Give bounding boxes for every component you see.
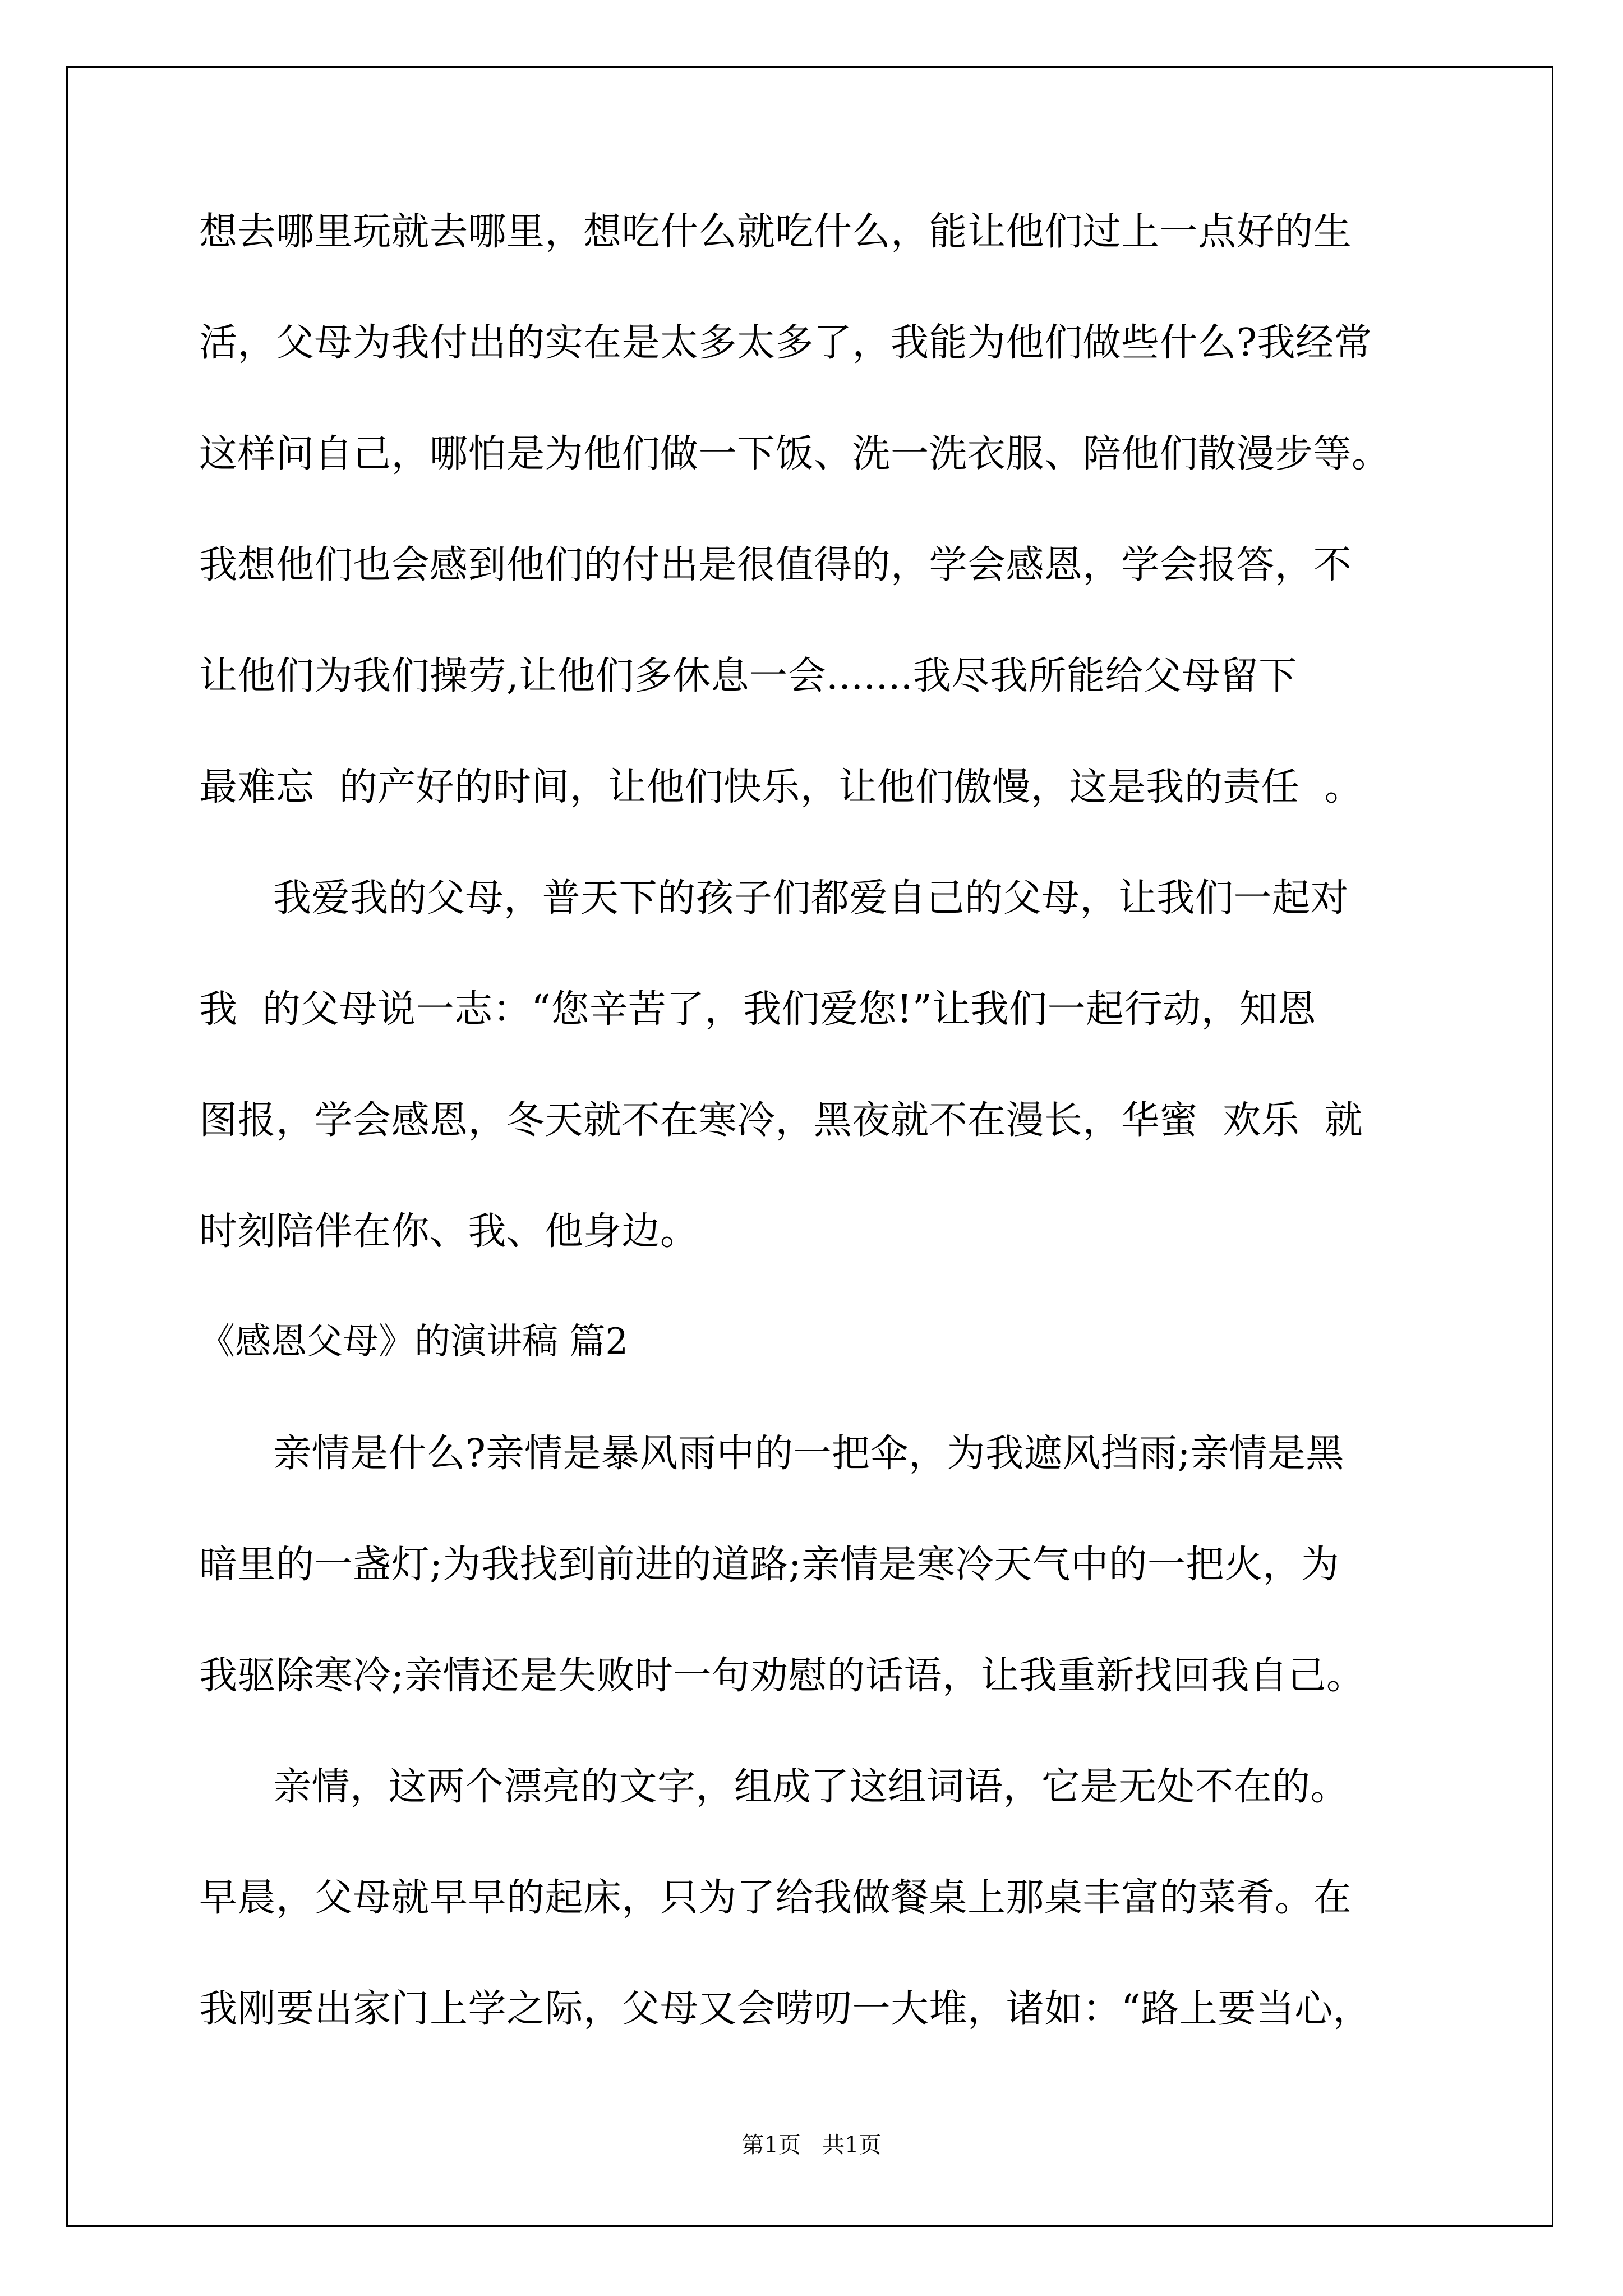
text-line: 早晨，父母就早早的起床，只为了给我做餐桌上那桌丰富的菜肴。在 xyxy=(199,1876,1352,1920)
text-line: 亲情是什么?亲情是暴风雨中的一把伞，为我遮风挡雨;亲情是黑 xyxy=(273,1432,1344,1476)
document-body xyxy=(199,210,1455,2101)
text-line: 最难忘 的产好的时间，让他们快乐，让他们傲慢，这是我的责任 。 xyxy=(199,765,1363,809)
text-line: 时刻陪伴在你、我、他身边。 xyxy=(199,1209,699,1254)
text-line: 想去哪里玩就去哪里，想吃什么就吃什么，能让他们过上一点好的生 xyxy=(199,210,1352,254)
page-number: 第1页 共1页 xyxy=(741,2132,882,2158)
text-line: 活，父母为我付出的实在是太多太多了，我能为他们做些什么?我经常 xyxy=(199,321,1372,365)
text-line: 图报，学会感恩，冬天就不在寒冷，黑夜就不在漫长，华蜜 欢乐 就 xyxy=(199,1098,1363,1143)
text-line: 我刚要出家门上学之际，父母又会唠叨一大堆，诸如：“路上要当心， xyxy=(199,1987,1372,2031)
section-heading: 《感恩父母》的演讲稿 篇2 xyxy=(199,1321,629,1363)
text-line: 这样问自己，哪怕是为他们做一下饭、洗一洗衣服、陪他们散漫步等。 xyxy=(199,432,1390,476)
text-line: 我 的父母说一志：“您辛苦了，我们爱您!”让我们一起行动，知恩 xyxy=(199,987,1317,1032)
text-line: 暗里的一盏灯;为我找到前进的道路;亲情是寒冷天气中的一把火，为 xyxy=(199,1543,1340,1587)
text-line: 我想他们也会感到他们的付出是很值得的，学会感恩，学会报答，不 xyxy=(199,543,1352,587)
text-line: 我爱我的父母，普天下的孩子们都爱自己的父母，让我们一起对 xyxy=(273,876,1349,921)
text-line: 我驱除寒冷;亲情还是失败时一句劝慰的话语，让我重新找回我自己。 xyxy=(199,1654,1365,1698)
text-line: 亲情，这两个漂亮的文字，组成了这组词语，它是无处不在的。 xyxy=(273,1765,1349,1809)
text-line: 让他们为我们操劳,让他们多休息一会.......我尽我所能给父母留下 xyxy=(199,654,1297,698)
